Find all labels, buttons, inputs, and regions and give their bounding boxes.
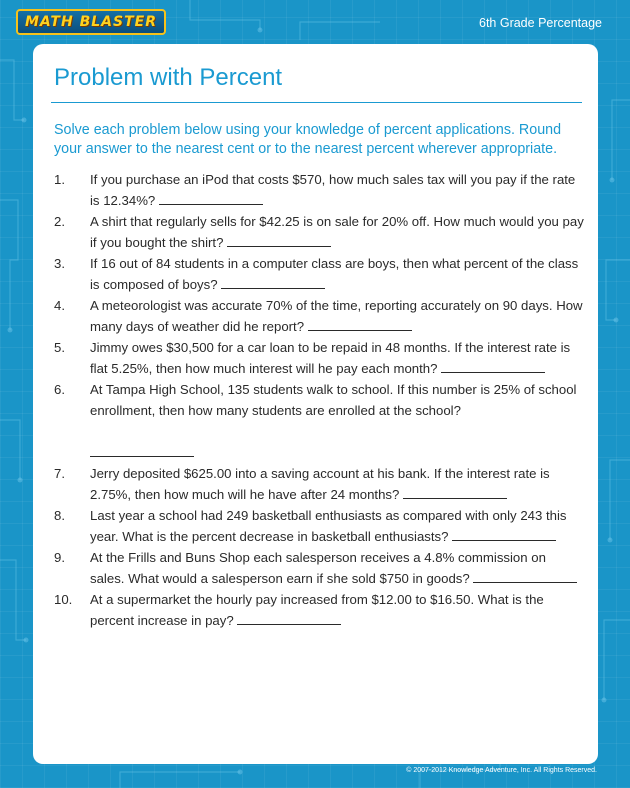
instructions: Solve each problem below using your knowledge of percent applications. Round your answer to the nearest cent or to the nearest percent wherever appropriate. [54, 122, 562, 157]
copyright-notice: © 2007-2012 Knowledge Adventure, Inc. All Rights Reserved. [406, 767, 597, 774]
answer-blank[interactable] [308, 317, 412, 331]
answer-blank[interactable] [221, 275, 325, 289]
problem-number: 3. [54, 256, 65, 271]
problem-text: If you purchase an iPod that costs $570, how much sales tax will you pay if the rate is 12.34%? [90, 172, 576, 208]
answer-blank[interactable] [90, 443, 194, 457]
problem-item [54, 169, 584, 211]
problem-number: 10. [54, 592, 73, 607]
worksheet-card [33, 44, 598, 764]
problem-item [54, 253, 584, 295]
answer-blank[interactable] [403, 485, 507, 499]
grade-label: 6th Grade Percentage [479, 16, 602, 30]
problem-text: At the Frills and Buns Shop each salesperson receives a 4.8% commission on sales. What would a salesperson earn if she sold $750 in goods? [90, 550, 546, 586]
problem-number: 8. [54, 508, 65, 523]
problem-item [54, 547, 584, 589]
answer-blank[interactable] [159, 191, 263, 205]
problem-number: 4. [54, 298, 65, 313]
problem-text: At Tampa High School, 135 students walk to school. If this number is 25% of school enrollment, then how many students are enrolled at the school? [90, 382, 577, 418]
answer-blank[interactable] [441, 359, 545, 373]
problem-text: Jimmy owes $30,500 for a car loan to be repaid in 48 months. If the interest rate is flat 5.25%, then how much interest will he pay each month? [90, 340, 571, 376]
problem-number: 6. [54, 382, 65, 397]
problem-list [54, 169, 584, 631]
answer-blank[interactable] [473, 569, 577, 583]
problem-text: If 16 out of 84 students in a computer class are boys, then what percent of the class is composed of boys? [90, 256, 579, 292]
problem-number: 9. [54, 550, 65, 565]
problem-text: Jerry deposited $625.00 into a saving account at his bank. If the interest rate is 2.75%, then how much will he have after 24 months? [90, 466, 550, 502]
problem-text: A shirt that regularly sells for $42.25 is on sale for 20% off. How much would you pay if you bought the shirt? [90, 214, 584, 250]
problem-item [54, 379, 584, 463]
answer-blank[interactable] [452, 527, 556, 541]
problem-text: At a supermarket the hourly pay increased from $12.00 to $16.50. What is the percent increase in pay? [90, 592, 544, 628]
problem-item [54, 211, 584, 253]
problem-number: 5. [54, 340, 65, 355]
problem-number: 7. [54, 466, 65, 481]
answer-blank[interactable] [227, 233, 331, 247]
problem-number: 2. [54, 214, 65, 229]
problem-text: Last year a school had 249 basketball enthusiasts as compared with only 243 this year. What is the percent decrease in basketball enthusiasts? [90, 508, 567, 544]
problem-item [54, 505, 584, 547]
problem-item [54, 463, 584, 505]
title-divider [51, 102, 582, 103]
answer-blank[interactable] [237, 611, 341, 625]
problem-number: 1. [54, 172, 65, 187]
problem-text: A meteorologist was accurate 70% of the time, reporting accurately on 90 days. How many days of weather did he report? [90, 298, 583, 334]
page-title: Problem with Percent [54, 64, 283, 91]
problem-item [54, 589, 584, 631]
problem-item [54, 337, 584, 379]
logo-text: MATH BLASTER [25, 14, 157, 30]
problem-item [54, 295, 584, 337]
math-blaster-logo [16, 9, 166, 35]
